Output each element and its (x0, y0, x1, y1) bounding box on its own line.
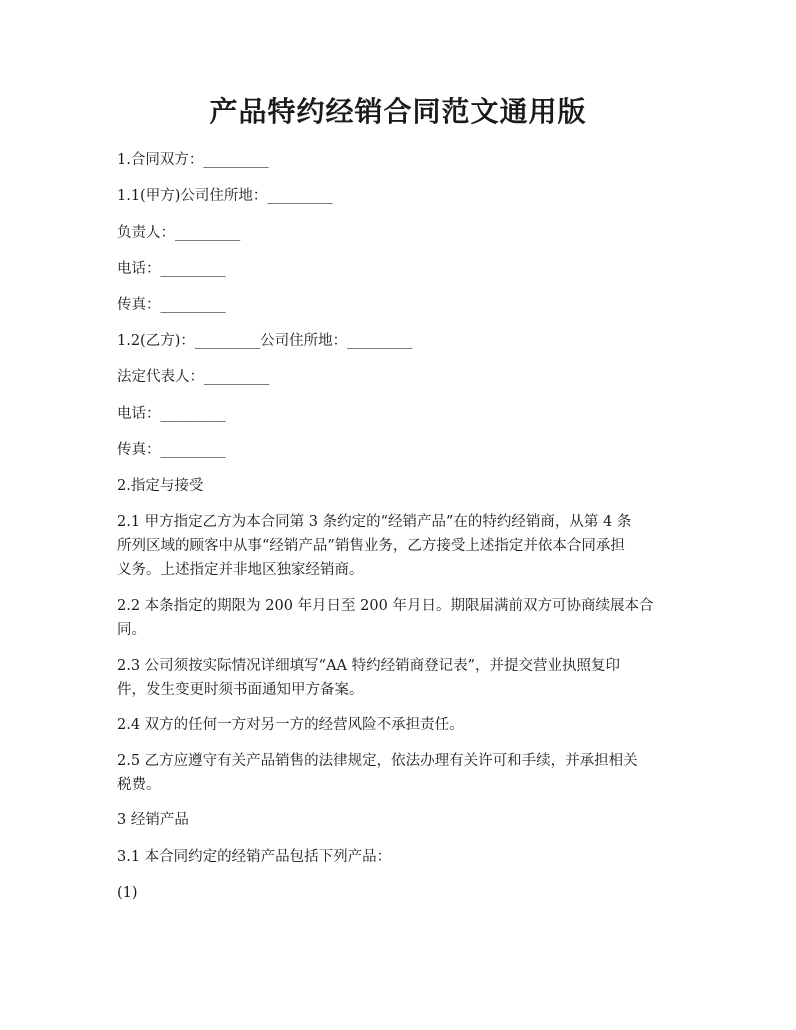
clause-2-3-line: 2.3 公司须按实际情况详细填写“AA 特约经销商登记表”，并提交营业执照复印 (117, 658, 621, 674)
clause-2-5-line: 2.5 乙方应遵守有关产品销售的法律规定，依法办理有关许可和手续，并承担相关 (117, 753, 638, 769)
clause-2-5-line: 税费。 (117, 777, 161, 793)
clause-2-3 (117, 654, 689, 702)
party-a-phone-line: 电话：_________ (117, 261, 226, 277)
clause-2-1-line: 2.1 甲方指定乙方为本合同第 3 条约定的“经销产品”在的特约经销商，从第 4 条 (117, 514, 632, 530)
party-b-representative-line: 法定代表人：_________ (117, 369, 270, 385)
product-item-1: (1) (117, 885, 138, 901)
section-3-heading: 3 经销产品 (117, 812, 189, 828)
clause-2-1-line: 所列区域的顾客中从事“经销产品”销售业务，乙方接受上述指定并依本合同承担 (117, 538, 625, 554)
party-a-manager-line: 负责人：_________ (117, 225, 241, 241)
clause-2-1-line: 义务。上述指定并非地区独家经销商。 (117, 562, 364, 578)
party-b-phone-line: 电话：_________ (117, 406, 226, 422)
clause-2-2-line: 2.2 本条指定的期限为 200 年月日至 200 年月日。期限届满前双方可协商续展本合 (117, 598, 654, 614)
clause-3-1: 3.1 本合同约定的经销产品包括下列产品： (117, 849, 392, 865)
party-a-fax-line: 传真：_________ (117, 297, 226, 313)
clause-2-3-line: 件，发生变更时须书面通知甲方备案。 (117, 682, 364, 698)
party-b-address-line: 1.2(乙方)：_________公司住所地：_________ (117, 333, 413, 349)
clause-2-1 (117, 510, 689, 582)
clause-2-2 (117, 594, 689, 642)
party-a-address-line: 1.1(甲方)公司住所地：_________ (117, 188, 333, 204)
clause-2-5 (117, 749, 689, 797)
clause-2-4: 2.4 双方的任何一方对另一方的经营风险不承担责任。 (117, 717, 464, 733)
clause-2-2-line: 同。 (117, 622, 146, 638)
party-line: 1.合同双方：_________ (117, 152, 269, 168)
document-title: 产品特约经销合同范文通用版 (209, 95, 587, 128)
section-2-heading: 2.指定与接受 (117, 478, 204, 494)
party-b-fax-line: 传真：_________ (117, 442, 226, 458)
